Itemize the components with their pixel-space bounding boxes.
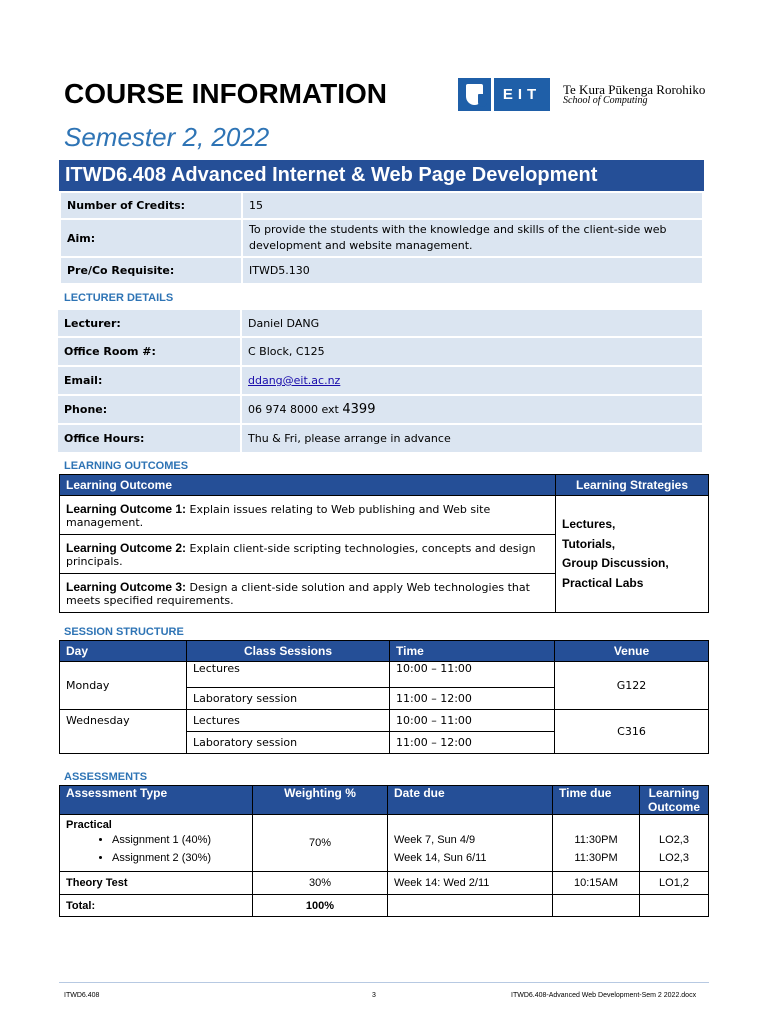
lecturer-label: Lecturer: <box>57 309 241 337</box>
day-cell: Wednesday <box>60 710 187 754</box>
footer-course-code: ITWD6.408 <box>64 992 100 999</box>
empty-cell <box>553 895 640 917</box>
session-cell: Laboratory session <box>187 732 390 754</box>
col-time: Time <box>390 641 555 662</box>
strategy-item: Group Discussion, <box>562 556 669 570</box>
shield-icon <box>458 78 491 111</box>
col-learning-strategies: Learning Strategies <box>556 475 709 496</box>
strategy-item: Practical Labs <box>562 575 644 590</box>
lecturer-value: Daniel DANG <box>241 309 703 337</box>
table-row <box>60 192 703 219</box>
table-header-row <box>60 475 709 496</box>
table-header-row <box>60 641 709 662</box>
outcome-3 <box>60 574 556 613</box>
email-cell <box>241 366 703 395</box>
theory-date: Week 14: Wed 2/11 <box>388 872 553 895</box>
table-row <box>60 710 709 732</box>
outcome-item: LO2,3 <box>659 852 689 864</box>
total-weighting: 100% <box>253 895 388 917</box>
aim-label: Aim: <box>60 219 242 257</box>
office-room-value: C Block, C125 <box>241 337 703 366</box>
outcome-2 <box>60 535 556 574</box>
email-label: Email: <box>57 366 241 395</box>
footer-divider <box>59 982 709 983</box>
footer-page-number: 3 <box>372 992 376 999</box>
col-day: Day <box>60 641 187 662</box>
credits-label: Number of Credits: <box>60 192 242 219</box>
time-cell: 10:00 – 11:00 <box>390 710 555 732</box>
practical-cell <box>60 815 253 872</box>
time-cell: 10:00 – 11:00 <box>390 662 555 688</box>
theory-outcome: LO1,2 <box>640 872 709 895</box>
table-row <box>57 424 703 453</box>
office-room-label: Office Room #: <box>57 337 241 366</box>
phone-value: 06 974 8000 ext <box>248 403 343 416</box>
office-hours-label: Office Hours: <box>57 424 241 453</box>
footer-filename: ITWD6.408-Advanced Web Development-Sem 2 2022.docx <box>511 992 697 999</box>
theory-label: Theory Test <box>60 872 253 895</box>
col-venue: Venue <box>555 641 709 662</box>
theory-time: 10:15AM <box>553 872 640 895</box>
outcome-1 <box>60 496 556 535</box>
table-header-row <box>60 786 709 815</box>
assessments-table <box>59 785 709 917</box>
practical-label: Practical <box>66 819 112 831</box>
col-learning-outcome: Learning Outcome <box>60 475 556 496</box>
outcome-3-label: Learning Outcome 3: <box>66 579 187 594</box>
date-item: Week 14, Sun 6/11 <box>394 852 487 864</box>
date-item: Week 7, Sun 4/9 <box>394 834 476 846</box>
page-title: COURSE INFORMATION <box>64 78 388 109</box>
lecturer-table <box>56 308 704 454</box>
outcome-1-label: Learning Outcome 1: <box>66 501 187 516</box>
table-row <box>57 366 703 395</box>
theory-weighting: 30% <box>253 872 388 895</box>
session-cell: Laboratory session <box>187 688 390 710</box>
prereq-value: ITWD5.130 <box>242 257 703 284</box>
table-row <box>60 895 709 917</box>
practical-outcomes <box>640 815 709 872</box>
col-date-due: Date due <box>388 786 553 815</box>
outcome-item: LO2,3 <box>659 834 689 846</box>
session-cell: Lectures <box>187 710 390 732</box>
list-item: • Assignment 1 (40%) <box>112 831 246 849</box>
practical-weighting: 70% <box>253 815 388 872</box>
prereq-label: Pre/Co Requisite: <box>60 257 242 284</box>
table-row <box>60 257 703 284</box>
venue-cell: C316 <box>555 710 709 754</box>
day-cell: Monday <box>60 662 187 710</box>
semester-label: Semester 2, 2022 <box>64 122 270 152</box>
col-assessment-type: Assessment Type <box>60 786 253 815</box>
office-hours-value: Thu & Fri, please arrange in advance <box>241 424 703 453</box>
col-class-sessions: Class Sessions <box>187 641 390 662</box>
table-row <box>60 872 709 895</box>
aim-value: To provide the students with the knowledge and skills of the client-side web development and website management. <box>242 219 703 257</box>
strategies-cell <box>556 496 709 613</box>
list-item: • Assignment 2 (30%) <box>112 849 246 867</box>
learning-outcomes-heading: LEARNING OUTCOMES <box>64 460 189 472</box>
col-time-due: Time due <box>553 786 640 815</box>
col-weighting: Weighting % <box>253 786 388 815</box>
total-label: Total: <box>60 895 253 917</box>
course-info-table <box>59 191 704 285</box>
time-cell: 11:00 – 12:00 <box>390 732 555 754</box>
practical-times <box>553 815 640 872</box>
practical-dates <box>388 815 553 872</box>
learning-outcomes-table <box>59 474 709 613</box>
session-structure-heading: SESSION STRUCTURE <box>64 626 184 638</box>
outcome-2-text: Explain client-side scripting technologies, concepts and design principals. <box>66 541 536 568</box>
practical-list <box>66 831 246 867</box>
phone-cell <box>241 395 703 424</box>
time-item: 11:30PM <box>574 834 618 846</box>
assessments-heading: ASSESSMENTS <box>64 771 148 783</box>
table-row <box>57 309 703 337</box>
table-row <box>60 815 709 872</box>
lecturer-heading: LECTURER DETAILS <box>64 292 174 304</box>
table-row <box>60 662 709 688</box>
logo-wordmark: EIT <box>494 78 550 111</box>
school-name: School of Computing <box>563 95 648 106</box>
phone-label: Phone: <box>57 395 241 424</box>
empty-cell <box>388 895 553 917</box>
table-row <box>60 496 709 535</box>
phone-ext: 4399 <box>342 402 376 417</box>
empty-cell <box>640 895 709 917</box>
col-learning-outcome: Learning Outcome <box>640 786 709 815</box>
org-name: Te Kura Pūkenga Rorohiko <box>563 82 706 97</box>
session-cell: Lectures <box>187 662 390 688</box>
table-row <box>57 337 703 366</box>
strategy-item: Lectures, <box>562 517 616 531</box>
credits-value: 15 <box>242 192 703 219</box>
outcome-3-text: Design a client-side solution and apply Web technologies that meets specified requirements. <box>66 580 530 607</box>
time-cell: 11:00 – 12:00 <box>390 688 555 710</box>
venue-cell: G122 <box>555 662 709 710</box>
outcome-1-text: Explain issues relating to Web publishing and Web site management. <box>66 502 491 529</box>
eit-logo <box>458 78 550 111</box>
outcome-2-label: Learning Outcome 2: <box>66 540 187 555</box>
strategy-item: Tutorials, <box>562 536 616 551</box>
session-structure-table <box>59 640 709 754</box>
course-title: ITWD6.408 Advanced Internet & Web Page Development <box>59 160 704 191</box>
table-row <box>60 219 703 257</box>
time-item: 11:30PM <box>574 852 618 864</box>
email-link[interactable]: ddang@eit.ac.nz <box>248 374 341 387</box>
table-row <box>57 395 703 424</box>
